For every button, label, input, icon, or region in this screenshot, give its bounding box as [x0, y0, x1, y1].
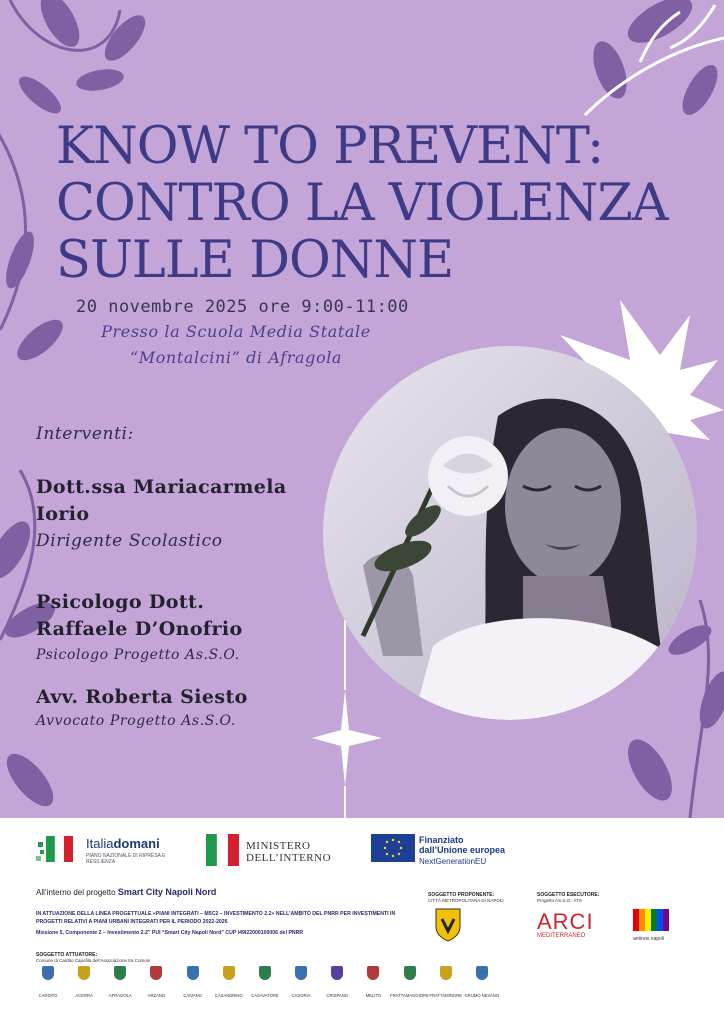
comune-name: FRATTAMAGGIORE — [390, 993, 429, 998]
comune-crest-afragola — [100, 966, 140, 998]
comune-crest-casavatore — [245, 966, 285, 998]
venue-line-1: Presso la Scuola Media Statale — [101, 322, 371, 341]
eu-funding-logo — [371, 832, 521, 872]
coat-of-arms-icon — [331, 966, 343, 980]
rainbow-flag-icon — [633, 909, 669, 931]
coat-of-arms-icon — [367, 966, 379, 980]
comune-name: ARZANO — [147, 993, 166, 998]
comune-crest-casoria — [281, 966, 321, 998]
event-title — [56, 118, 716, 289]
soggetto-attuatore: SOGGETTO ATTUATORE: Comune di Cardito Capofila dell’Associazione tra Comuni — [36, 952, 151, 963]
italia-domani-subtitle: PIANO NAZIONALE DI RIPRESA E RESILIENZA — [86, 853, 166, 865]
comune-crest-casandrino — [209, 966, 249, 998]
coat-of-arms-icon — [114, 966, 126, 980]
antinoo-logo: antinoo napoli — [633, 909, 669, 942]
comune-crest-frattamaggiore — [390, 966, 430, 998]
missione-text: Missione 5, Componente 2 – Investimento 2.2” PUI “Smart City Napoli Nord” CUP I49I22000100006 del PNRR — [36, 930, 304, 936]
speaker-3-name: Avv. Roberta Siesto — [36, 686, 248, 708]
comune-name: FRATTAMINORE — [429, 993, 462, 998]
speaker-2-role: Psicologo Progetto As.S.O. — [36, 647, 240, 663]
comune-crest-frattaminore — [426, 966, 466, 998]
citta-metropolitana-crest-icon — [428, 907, 468, 943]
coat-of-arms-icon — [223, 966, 235, 980]
comune-name: CAIVANO — [183, 993, 202, 998]
comune-name: ACERRA — [75, 993, 93, 998]
comune-crest-grumo-nevano — [462, 966, 502, 998]
comune-crest-cardito — [28, 966, 68, 998]
coat-of-arms-icon — [187, 966, 199, 980]
coat-of-arms-icon — [150, 966, 162, 980]
speaker-1-name-line-2: Iorio — [36, 503, 90, 525]
comune-crest-arzano — [136, 966, 176, 998]
project-line: All’interno del progetto Smart City Napoli Nord — [36, 887, 217, 897]
ministero-text: MINISTERO DELL’INTERNO — [246, 840, 332, 864]
comune-name: MELITO — [365, 993, 382, 998]
event-venue — [66, 319, 406, 371]
speaker-3-role: Avvocato Progetto As.S.O. — [36, 713, 236, 729]
speaker-3 — [36, 684, 326, 729]
eu-funding-text: Finanziato dall’Unione europea — [419, 835, 506, 855]
title-line-3: SULLE DONNE — [56, 231, 454, 290]
title-line-1: KNOW TO PREVENT: — [56, 117, 604, 176]
sponsor-footer — [0, 818, 724, 1024]
comune-name: GRUMO NEVANO — [464, 993, 500, 998]
woman-with-rose-photo — [323, 346, 697, 720]
coat-of-arms-icon — [78, 966, 90, 980]
comune-name: AFRAGOLA — [108, 993, 132, 998]
comune-name: CRISPANO — [326, 993, 348, 998]
coat-of-arms-icon — [404, 966, 416, 980]
speaker-1-name-line-1: Dott.ssa Mariacarmela — [36, 476, 287, 498]
coat-of-arms-icon — [295, 966, 307, 980]
next-generation-eu: NextGenerationEU — [419, 857, 487, 866]
ministero-interno-logo — [204, 832, 344, 872]
arci-logo: ARCI MEDITERRANEO — [537, 909, 594, 939]
comune-crest-melito — [353, 966, 393, 998]
italian-flag-icon — [204, 832, 240, 868]
speaker-1 — [36, 474, 326, 551]
comune-crest-acerra — [64, 966, 104, 998]
title-line-2: CONTRO LA VIOLENZA — [56, 174, 668, 233]
speaker-2-name-line-1: Psicologo Dott. — [36, 591, 205, 613]
comune-name: CASORIA — [291, 993, 311, 998]
italia-domani-brand: Italiadomani — [86, 836, 160, 851]
coat-of-arms-icon — [476, 966, 488, 980]
attuazione-text: IN ATTUAZIONE DELLA LINEA PROGETTUALE «PIANI INTEGRATI – M5C2 – INVESTIMENTO 2.2» NELL’AMBITO DEL PNRR PER INVESTIMENTI IN PROGETTI RELATIVI A PIANI URBANI INTEGRATI PER IL PERIODO 2022-2026 — [36, 911, 396, 925]
event-datetime: 20 novembre 2025 ore 9:00-11:00 — [76, 297, 409, 317]
comune-crest-caivano — [173, 966, 213, 998]
coat-of-arms-icon — [42, 966, 54, 980]
speaker-1-role: Dirigente Scolastico — [36, 531, 223, 551]
soggetto-esecutore: SOGGETTO ESECUTORE: Progetto AS.S.O.: ATS ARCI MEDITERRANEO antinoo napoli — [537, 892, 687, 949]
italia-domani-logo — [36, 832, 176, 872]
comune-name: CARDITO — [38, 993, 58, 998]
eu-flag-icon — [371, 832, 415, 862]
comune-name: CASAVATORE — [251, 993, 279, 998]
venue-line-2: “Montalcini” di Afragola — [129, 348, 343, 367]
comune-name: CASANDRINO — [214, 993, 243, 998]
soggetto-proponente: SOGGETTO PROPONENTE: CITTÀ METROPOLITANA DI NAPOLI — [428, 892, 528, 948]
italia-domani-flag-icon — [36, 832, 82, 868]
comune-crest-crispano — [317, 966, 357, 998]
coat-of-arms-icon — [259, 966, 271, 980]
coat-of-arms-icon — [440, 966, 452, 980]
comuni-crests-row — [28, 966, 498, 1006]
speaker-2 — [36, 589, 326, 663]
speaker-2-name-line-2: Raffaele D’Onofrio — [36, 618, 243, 640]
interventi-label: Interventi: — [36, 424, 134, 444]
